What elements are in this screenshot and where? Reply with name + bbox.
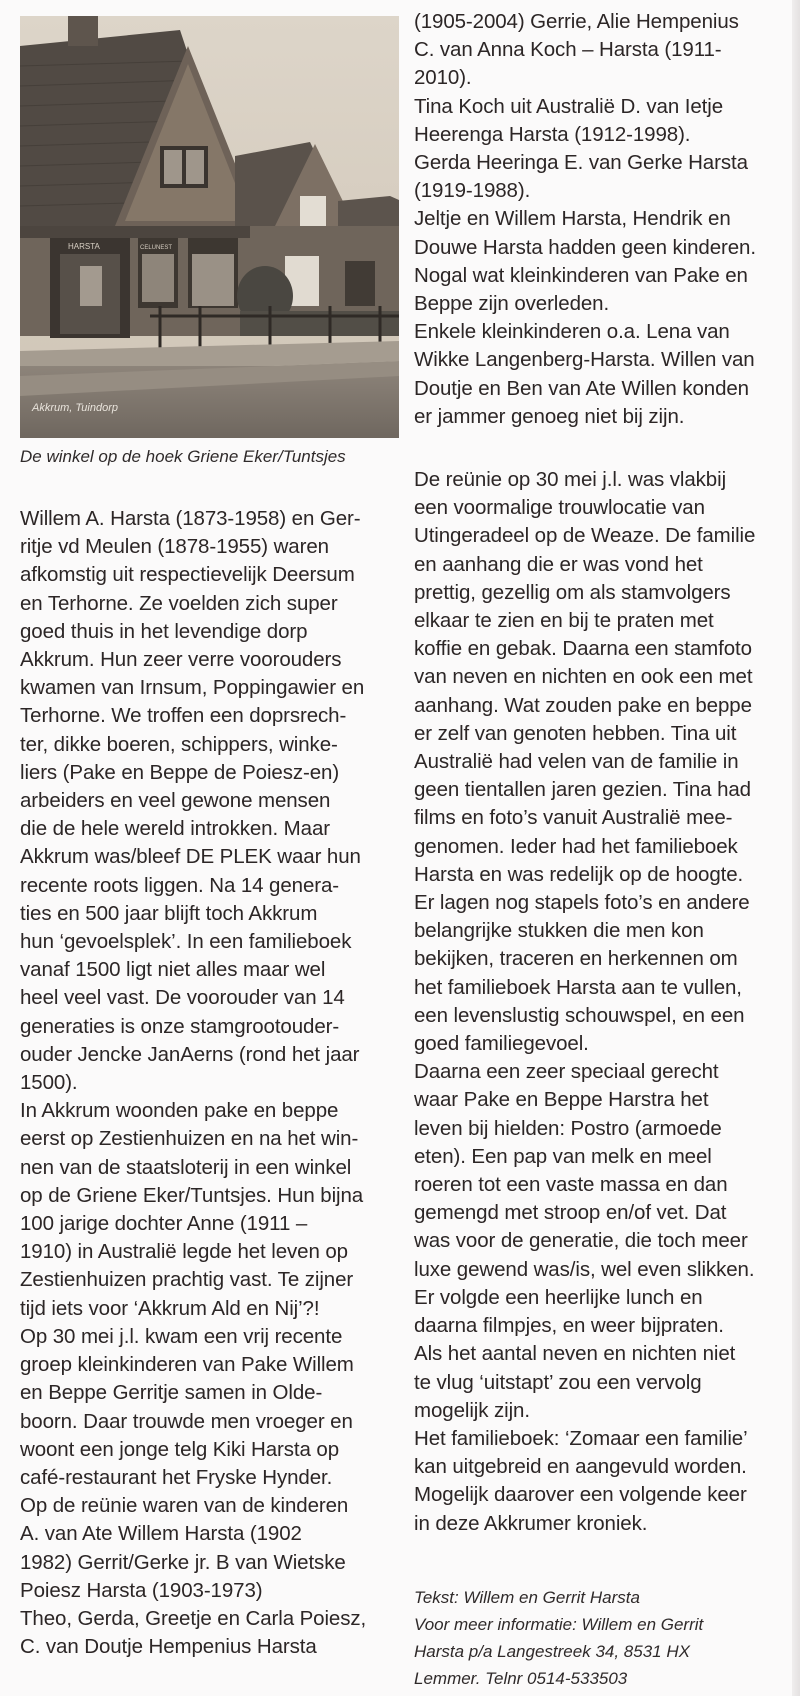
shop-sign-text: HARSTA	[68, 242, 100, 251]
right-column-bottom-text: De reünie op 30 mei j.l. was vlakbij een voormalige trouwlocatie van Utingeradeel op de Weaze. De familie en aanhang die er was vond het prettig, gezellig om als stamvolgers elkaar te zien en bij te praten met koffie en gebak. Daarna een stamfoto van neven en nichten en ook een met aanhang. Wat zouden pake en beppe er zelf van genoten hebben. Tina uit Australië had velen van de familie in geen tientallen jaren gezien. Tina had films en foto’s vanuit Australië mee- genomen. Ieder had het familieboek Harsta en was redelijk op de hoogte. Er lagen nog stapels foto’s en andere belangrijke stukken die men kon bekijken, traceren en herkennen om het familieboek Harsta aan te vullen, een levenslustig schouwspel, en een goed familiegevoel. Daarna een zeer speciaal gerecht waar Pake en Beppe Harstra het leven bij hielden: Postro (armoede eten). Een pap van melk en meel roeren tot een vaste massa en dan gemengd met stroop en/of vet. Dat was voor de generatie, die toch meer luxe gewend was/is, wel even slikken. Er volgde een heerlijke lunch en daarna filmpjes, en weer bijpraten. Als het aantal neven en nichten niet te vlug ‘uitstapt’ zou een vervolg mogelijk zijn. Het familieboek: ‘Zomaar een familie’ kan uitgebreid en aangevuld worden. Mogelijk daarover een volgende keer in deze Akkrumer kroniek.	[414, 468, 756, 1535]
shop-photo-illustration	[20, 16, 399, 438]
shop-sign-text-2: CELUNEST	[140, 245, 173, 251]
right-column-top	[414, 8, 794, 431]
left-column-text: Willem A. Harsta (1873-1958) en Ger- ritje vd Meulen (1878-1955) waren afkomstig uit respectievelijk Deersum en Terhorne. Ze voelden zich super goed thuis in het levendige dorp Akkrum. Hun zeer verre voorouders kwamen van Irnsum, Poppingawier en Terhorne. We troffen een doprsrech- ter, dikke boeren, schippers, winke- liers (Pake en Beppe de Poiesz-en) arbeiders en veel gewone mensen die de hele wereld introkken. Maar Akkrum was/bleef DE PLEK waar hun recente roots liggen. Na 14 genera- ties en 500 jaar blijft toch Akkrum hun ‘gevoelsplek’. In een familieboek vanaf 1500 ligt niet alles maar wel heel veel vast. De voorouder van 14 generaties is onze stamgrootouder- ouder Jencke JanAerns (rond het jaar 1500). In Akkrum woonden pake en beppe eerst op Zestienhuizen en na het win- nen van de staatsloterij in een winkel op de Griene Eker/Tuntsjes. Hun bijna 100 jarige dochter Anne (1911 – 1910) in Australië legde het leven op Zestienhuizen prachtig vast. Te zijner tijd iets voor ‘Akkrum Ald en Nij’?! Op 30 mei j.l. kwam een vrij recente groep kleinkinderen van Pake Willem en Beppe Gerritje samen in Olde- boorn. Daar trouwde men vroeger en woont een jonge telg Kiki Harsta op café-restaurant het Fryske Hynder. Op de reünie waren van de kinderen A. van Ate Willem Harsta (1902 1982) Gerrit/Gerke jr. B van Wietske Poiesz Harsta (1903-1973) Theo, Gerda, Greetje en Carla Poiesz, C. van Doutje Hempenius Harsta	[20, 507, 367, 1659]
right-column-bottom	[414, 466, 794, 1538]
credits-text: Tekst: Willem en Gerrit Harsta Voor meer informatie: Willem en Gerrit Harsta p/a Langestreek 34, 8531 HX Lemmer. Telnr 0514-533503	[414, 1588, 704, 1688]
shop-photo	[20, 16, 399, 438]
left-column	[20, 505, 400, 1661]
article-credits	[414, 1584, 794, 1692]
photo-caption: De winkel op de hoek Griene Eker/Tuntsjes	[20, 447, 346, 466]
photo-inscription: Akkrum, Tuindorp	[32, 402, 118, 414]
right-column-top-text: (1905-2004) Gerrie, Alie Hempenius C. van Anna Koch – Harsta (1911- 2010). Tina Koch uit Australië D. van Ietje Heerenga Harsta (1912-1998). Gerda Heeringa E. van Gerke Harsta (1919-1988). Jeltje en Willem Harsta, Hendrik en Douwe Harsta hadden geen kinderen. Nogal wat kleinkinderen van Pake en Beppe zijn overleden. Enkele kleinkinderen o.a. Lena van Wikke Langenberg-Harsta. Willen van Doutje en Ben van Ate Willen konden er jammer genoeg niet bij zijn.	[414, 10, 756, 428]
